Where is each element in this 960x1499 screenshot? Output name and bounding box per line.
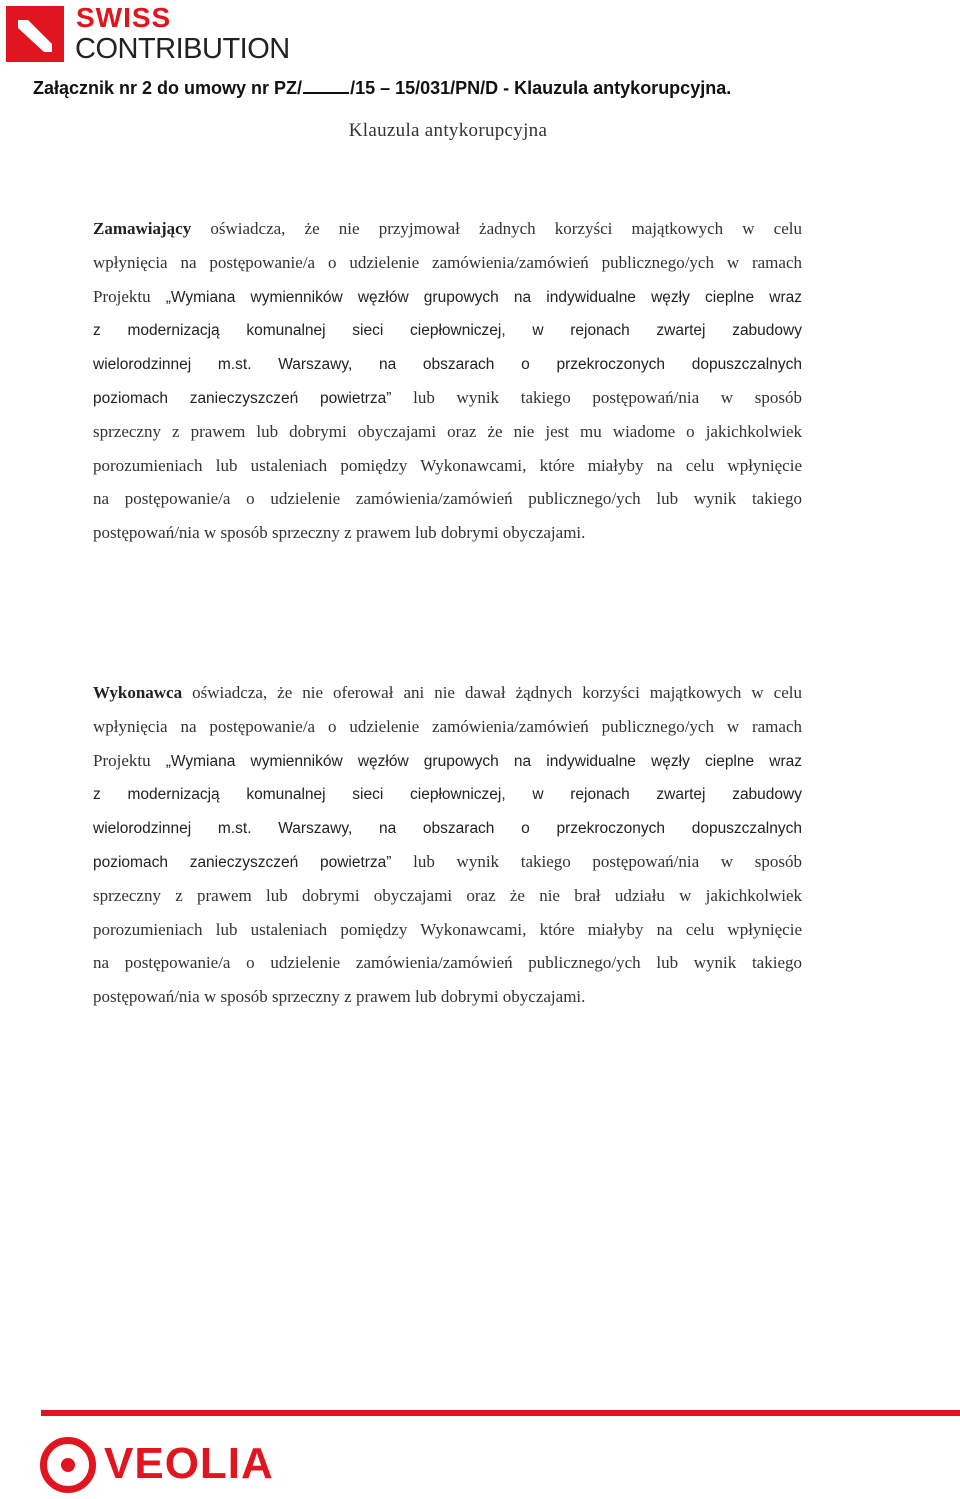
paragraph-line bbox=[93, 845, 802, 879]
line-sans: z modernizacją komunalnej sieci ciepłowniczej, w rejonach zwartej zabudowy bbox=[93, 786, 802, 804]
paragraph-line bbox=[93, 449, 802, 483]
line-lead: Projektu bbox=[93, 750, 166, 770]
line-text: wpłynięcia na postępowanie/a o udzielenie zamówienia/zamówień publicznego/ych w ramach bbox=[93, 252, 802, 272]
line-text: na postępowanie/a o udzielenie zamówienia/zamówień publicznego/ych lub wynik takiego bbox=[93, 489, 802, 509]
line-sans: „Wymiana wymienników węzłów grupowych na indywidualne węzły cieplne wraz bbox=[165, 288, 803, 306]
line-sans: „Wymiana wymienników węzłów grupowych na indywidualne węzły cieplne wraz bbox=[165, 752, 803, 770]
paragraph-line bbox=[93, 946, 802, 980]
line-text: lub wynik takiego postępowań/nia w sposób bbox=[391, 851, 802, 871]
line-sans: wielorodzinnej m.st. Warszawy, na obszarach o przekroczonych dopuszczalnych bbox=[93, 820, 802, 838]
paragraph-line bbox=[93, 744, 802, 778]
line-lead-bold: Wykonawca bbox=[93, 683, 183, 702]
paragraph-contracting-authority bbox=[93, 212, 802, 550]
veolia-logo-text: VEOLIA bbox=[104, 1439, 274, 1488]
logo-swiss-text: SWISS bbox=[76, 2, 172, 33]
veolia-logo bbox=[40, 1436, 280, 1496]
paragraph-line bbox=[93, 313, 802, 347]
paragraph-line bbox=[93, 676, 802, 710]
paragraph-line bbox=[93, 913, 802, 947]
paragraph-line bbox=[93, 212, 802, 246]
paragraph-line bbox=[93, 710, 802, 744]
annex-blank-line bbox=[303, 76, 349, 94]
line-sans: z modernizacją komunalnej sieci ciepłowniczej, w rejonach zwartej zabudowy bbox=[93, 322, 802, 340]
paragraph-line bbox=[93, 280, 802, 314]
paragraph-line bbox=[93, 482, 802, 516]
line-lead-bold: Zamawiający bbox=[93, 219, 192, 238]
line-text: oświadcza, że nie przyjmował żadnych korzyści majątkowych w celu bbox=[191, 219, 802, 238]
line-text: porozumieniach lub ustaleniach pomiędzy Wykonawcami, które miałyby na celu wpłynięcie bbox=[93, 455, 802, 475]
line-text: wpłynięcia na postępowanie/a o udzielenie zamówienia/zamówień publicznego/ych w ramach bbox=[93, 716, 802, 736]
line-text: postępowań/nia w sposób sprzeczny z prawem lub dobrymi obyczajami. bbox=[93, 523, 586, 543]
paragraph-line bbox=[93, 516, 802, 550]
annex-prefix: Załącznik nr 2 do umowy nr PZ/ bbox=[33, 78, 303, 98]
paragraph-line bbox=[93, 415, 802, 449]
swiss-contribution-logo bbox=[6, 2, 296, 66]
paragraph-line bbox=[93, 811, 802, 845]
line-text: sprzeczny z prawem lub dobrymi obyczajami oraz że nie brał udziału w jakichkolwiek bbox=[93, 885, 802, 905]
footer-divider bbox=[41, 1410, 960, 1416]
paragraph-line bbox=[93, 381, 802, 415]
annex-suffix: /15 – 15/031/PN/D - Klauzula antykorupcyjna. bbox=[350, 78, 732, 98]
line-text: sprzeczny z prawem lub dobrymi obyczajami oraz że nie jest mu wiadome o jakichkolwiek bbox=[93, 421, 802, 441]
line-sans: poziomach zanieczyszczeń powietrza” bbox=[93, 853, 392, 871]
line-lead: Projektu bbox=[93, 286, 166, 306]
line-text: postępowań/nia w sposób sprzeczny z prawem lub dobrymi obyczajami. bbox=[93, 987, 586, 1007]
line-text: porozumieniach lub ustaleniach pomiędzy Wykonawcami, które miałyby na celu wpłynięcie bbox=[93, 919, 802, 939]
line-text: oświadcza, że nie oferował ani nie dawał żądnych korzyści majątkowych w celu bbox=[182, 683, 802, 702]
veolia-ring-icon bbox=[40, 1437, 96, 1493]
line-text: na postępowanie/a o udzielenie zamówienia/zamówień publicznego/ych lub wynik takiego bbox=[93, 953, 802, 973]
paragraph-contractor bbox=[93, 676, 802, 1014]
line-sans: poziomach zanieczyszczeń powietrza” bbox=[93, 389, 392, 407]
annex-heading bbox=[33, 76, 731, 99]
line-text: lub wynik takiego postępowań/nia w sposób bbox=[391, 387, 802, 407]
swiss-flag-icon bbox=[6, 6, 64, 62]
paragraph-line bbox=[93, 347, 802, 381]
paragraph-line bbox=[93, 879, 802, 913]
clause-title: Klauzula antykorupcyjna bbox=[348, 120, 548, 141]
line-sans: wielorodzinnej m.st. Warszawy, na obszarach o przekroczonych dopuszczalnych bbox=[93, 356, 802, 374]
paragraph-line bbox=[93, 246, 802, 280]
paragraph-line bbox=[93, 980, 802, 1014]
paragraph-line bbox=[93, 777, 802, 811]
logo-contribution-text: CONTRIBUTION bbox=[75, 33, 290, 65]
